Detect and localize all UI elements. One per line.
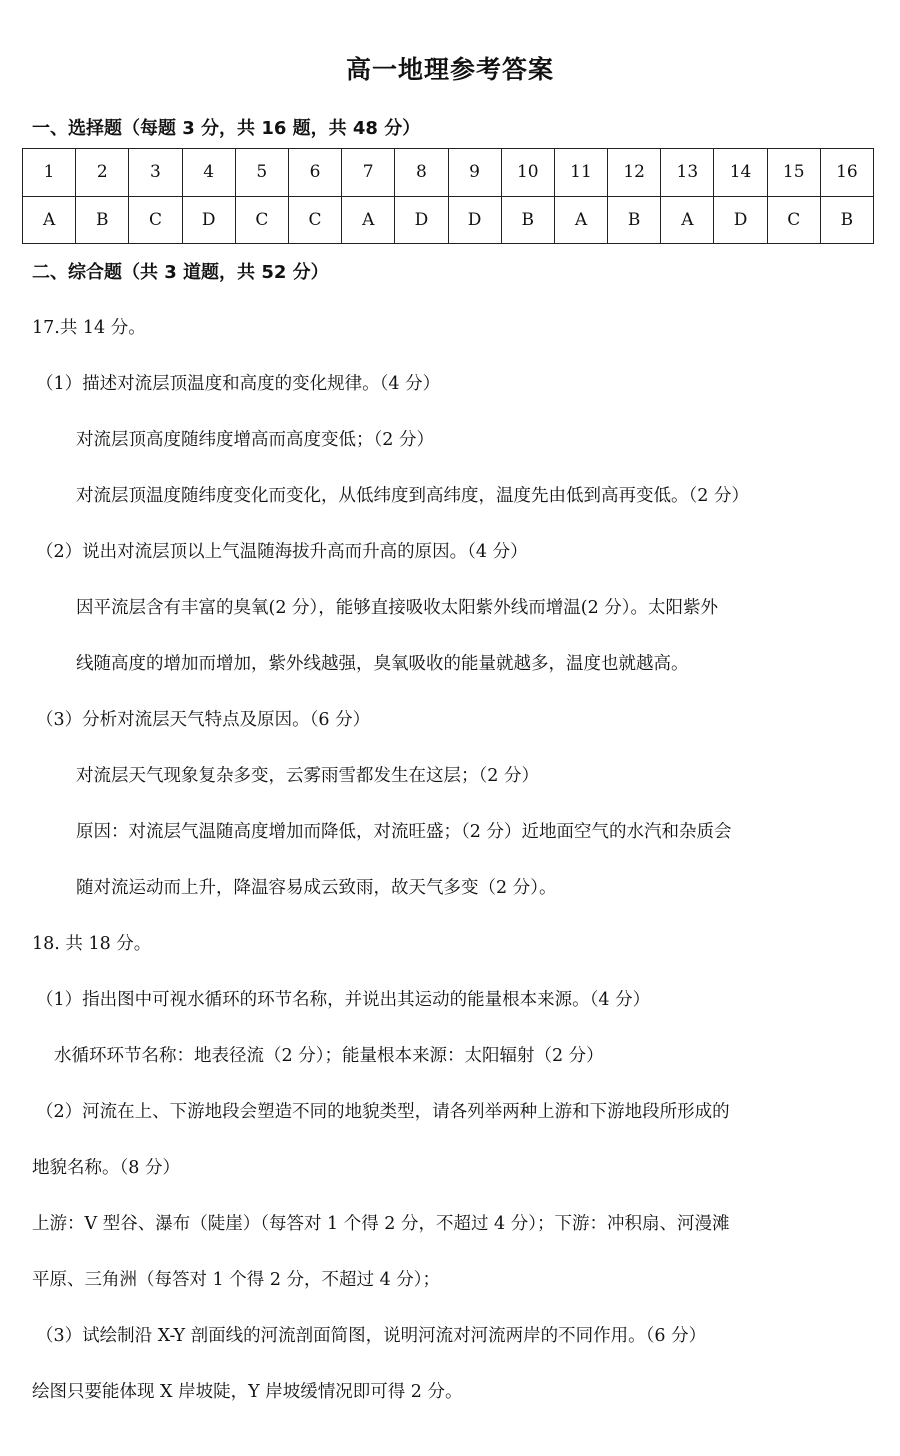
- question-number-cell: 15: [767, 149, 820, 197]
- answer-cell: A: [23, 196, 76, 244]
- q17-part3-answer-2: 原因：对流层气温随高度增加而降低，对流旺盛；（2 分）近地面空气的水汽和杂质会: [76, 822, 732, 842]
- q17-part2-question: （2）说出对流层顶以上气温随海拔升高而升高的原因。（4 分）: [36, 542, 528, 562]
- answer-cell: A: [661, 196, 714, 244]
- answer-table: [22, 148, 874, 244]
- answer-cell: B: [501, 196, 554, 244]
- q17-part1-question: （1）描述对流层顶温度和高度的变化规律。（4 分）: [36, 374, 441, 394]
- question-number-cell: 9: [448, 149, 501, 197]
- question-number-cell: 13: [661, 149, 714, 197]
- question-number-cell: 11: [554, 149, 607, 197]
- answer-cell: D: [182, 196, 235, 244]
- question-number-cell: 12: [608, 149, 661, 197]
- question-number-cell: 16: [820, 149, 873, 197]
- question-number-row: [23, 149, 874, 197]
- question-number-cell: 3: [129, 149, 182, 197]
- answer-cell: C: [235, 196, 288, 244]
- question-number-cell: 14: [714, 149, 767, 197]
- q18-part1-question: （1）指出图中可视水循环的环节名称，并说出其运动的能量根本来源。（4 分）: [36, 990, 651, 1010]
- answer-cell: D: [714, 196, 767, 244]
- answer-cell: A: [554, 196, 607, 244]
- q17-part1-answer-2: 对流层顶温度随纬度变化而变化，从低纬度到高纬度，温度先由低到高再变低。（2 分）: [76, 486, 749, 506]
- q17-part3-question: （3）分析对流层天气特点及原因。（6 分）: [36, 710, 371, 730]
- q18-part1-answer: 水循环环节名称：地表径流（2 分）；能量根本来源：太阳辐射（2 分）: [54, 1046, 604, 1066]
- q17-part3-answer-3: 随对流运动而上升，降温容易成云致雨，故天气多变（2 分）。: [76, 878, 557, 898]
- q17-part1-answer-1: 对流层顶高度随纬度增高而高度变低；（2 分）: [76, 430, 434, 450]
- q18-part3-answer: 绘图只要能体现 X 岸坡陡，Y 岸坡缓情况即可得 2 分。: [32, 1382, 463, 1402]
- answer-cell: B: [608, 196, 661, 244]
- q18-part2-answer-1: 上游：V 型谷、瀑布（陡崖）（每答对 1 个得 2 分，不超过 4 分）；下游：冲积扇、河漫滩: [32, 1214, 730, 1234]
- question-number-cell: 4: [182, 149, 235, 197]
- answer-cell: A: [342, 196, 395, 244]
- q17-header: 17.共 14 分。: [32, 318, 146, 338]
- question-number-cell: 1: [23, 149, 76, 197]
- answer-cell: C: [288, 196, 341, 244]
- answer-cell: D: [448, 196, 501, 244]
- q17-part2-answer-2: 线随高度的增加而增加，紫外线越强，臭氧吸收的能量就越多，温度也就越高。: [76, 654, 689, 674]
- answer-cell: B: [76, 196, 129, 244]
- q18-part2-answer-2: 平原、三角洲（每答对 1 个得 2 分，不超过 4 分）；: [32, 1270, 441, 1290]
- section-choice-heading: 一、选择题（每题 3 分，共 16 题，共 48 分）: [32, 118, 421, 139]
- question-number-cell: 5: [235, 149, 288, 197]
- q18-part2-question-2: 地貌名称。（8 分）: [32, 1158, 180, 1178]
- q17-part2-answer-1: 因平流层含有丰富的臭氧(2 分），能够直接吸收太阳紫外线而增温(2 分）。太阳紫外: [76, 598, 719, 618]
- q18-part2-question-1: （2）河流在上、下游地段会塑造不同的地貌类型，请各列举两种上游和下游地段所形成的: [36, 1102, 730, 1122]
- question-number-cell: 8: [395, 149, 448, 197]
- question-number-cell: 7: [342, 149, 395, 197]
- answer-cell: C: [767, 196, 820, 244]
- answer-cell: C: [129, 196, 182, 244]
- answer-cell: B: [820, 196, 873, 244]
- section-comprehensive-heading: 二、综合题（共 3 道题，共 52 分）: [32, 262, 329, 283]
- q17-part3-answer-1: 对流层天气现象复杂多变，云雾雨雪都发生在这层；（2 分）: [76, 766, 539, 786]
- page-title: 高一地理参考答案: [345, 55, 554, 84]
- question-number-cell: 10: [501, 149, 554, 197]
- q18-part3-question: （3）试绘制沿 X-Y 剖面线的河流剖面简图，说明河流对河流两岸的不同作用。（6 分）: [36, 1326, 707, 1346]
- answer-row: [23, 196, 874, 244]
- q18-header: 18. 共 18 分。: [32, 934, 152, 954]
- question-number-cell: 2: [76, 149, 129, 197]
- answer-cell: D: [395, 196, 448, 244]
- question-number-cell: 6: [288, 149, 341, 197]
